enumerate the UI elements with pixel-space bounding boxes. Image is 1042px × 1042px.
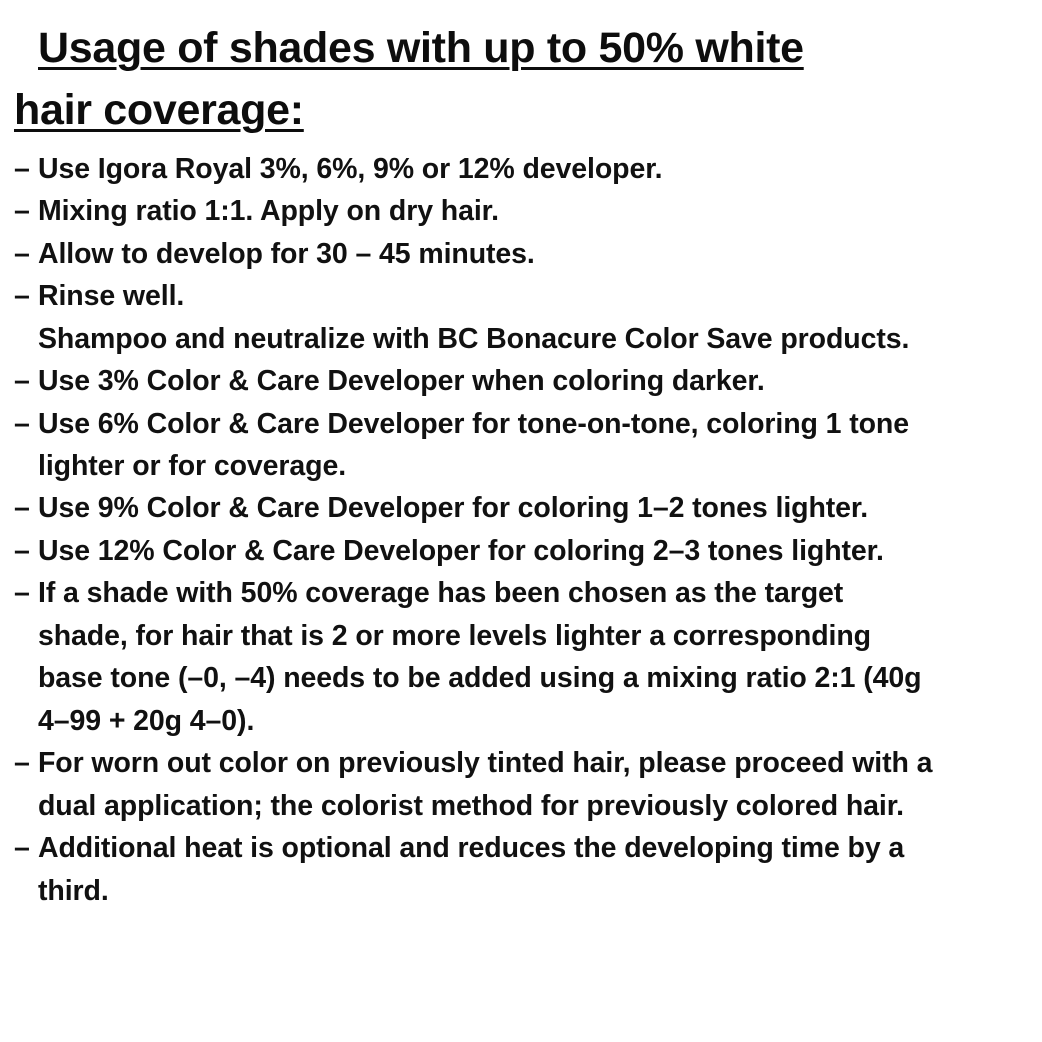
list-item <box>14 233 1014 275</box>
list-item <box>14 275 1014 317</box>
bullet-dash: – <box>14 577 30 610</box>
page-title-container <box>14 18 844 142</box>
list-item-text: Use 9% Color & Care Developer for coloring 1–2 tones lighter. <box>38 492 869 525</box>
bullet-dash: – <box>14 832 30 865</box>
bullet-dash: – <box>14 195 30 228</box>
list-item-text: For worn out color on previously tinted hair, please proceed with a dual application; the colorist method for previously colored hair. <box>38 747 933 822</box>
list-item-text: Use 12% Color & Care Developer for coloring 2–3 tones lighter. <box>38 534 884 567</box>
list-item <box>14 403 1014 488</box>
list-item <box>14 742 1014 827</box>
list-item <box>14 487 1014 529</box>
bullet-dash: – <box>14 534 30 567</box>
bullet-dash: – <box>14 280 30 313</box>
bullet-dash: – <box>14 492 30 525</box>
list-item <box>14 530 1014 572</box>
list-item-text: Use 3% Color & Care Developer when coloring darker. <box>38 365 765 398</box>
list-item-text: Rinse well. <box>38 280 185 313</box>
list-item <box>14 360 1014 402</box>
bullet-dash: – <box>14 365 30 398</box>
list-item-text: If a shade with 50% coverage has been chosen as the target shade, for hair that is 2 or more levels lighter a corresponding base tone (–0, –4) needs to be added using a mixing ratio 2:1 (40g 4–99 + 20g 4–0). <box>38 577 922 737</box>
list-item-text: Allow to develop for 30 – 45 minutes. <box>38 237 535 270</box>
list-item <box>14 827 1014 912</box>
instructions-list <box>14 148 1014 912</box>
list-item-text: Use Igora Royal 3%, 6%, 9% or 12% developer. <box>38 152 663 185</box>
list-item <box>14 190 1014 232</box>
bullet-dash: – <box>14 407 30 440</box>
page-title: Usage of shades with up to 50% white hair coverage: <box>14 24 804 134</box>
list-item-text: Mixing ratio 1:1. Apply on dry hair. <box>38 195 499 228</box>
bullet-dash: – <box>14 152 30 185</box>
bullet-dash: – <box>14 747 30 780</box>
list-item-text: Additional heat is optional and reduces the developing time by a third. <box>38 832 905 907</box>
list-item-continuation: Shampoo and neutralize with BC Bonacure Color Save products. <box>38 322 910 355</box>
list-item-text: Use 6% Color & Care Developer for tone-on-tone, coloring 1 tone lighter or for coverage. <box>38 407 909 482</box>
list-item <box>14 148 1014 190</box>
bullet-dash: – <box>14 237 30 270</box>
list-item <box>14 572 1014 742</box>
